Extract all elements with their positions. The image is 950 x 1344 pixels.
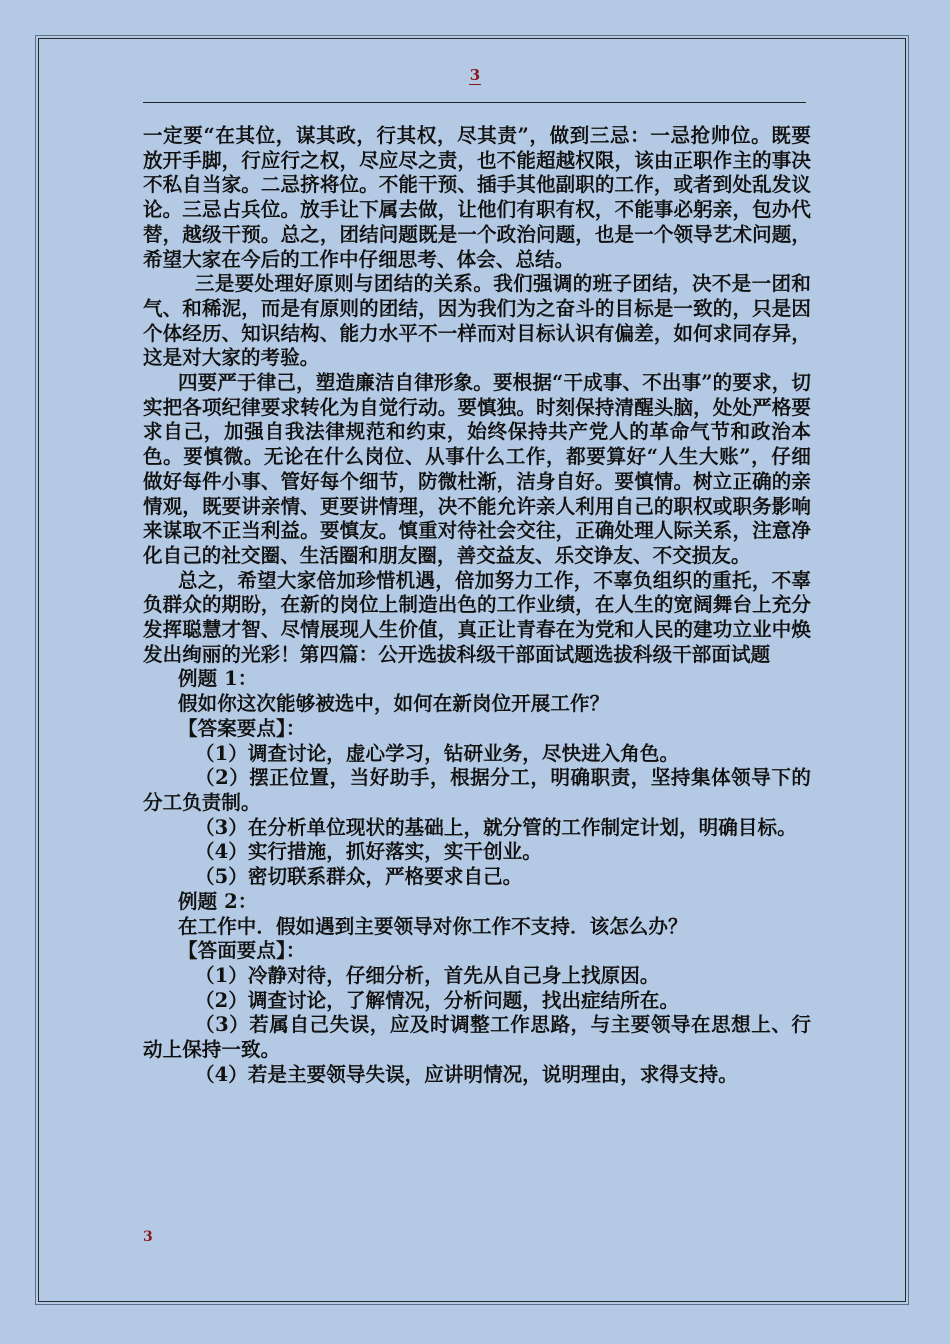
answer-item: （4）若是主要领导失误，应讲明情况，说明理由，求得支持。 bbox=[195, 1062, 738, 1086]
example-label: 例题 2： bbox=[178, 889, 258, 913]
document-body bbox=[143, 124, 811, 1087]
example-question: 假如你这次能够被选中，如何在新岗位开展工作？ bbox=[178, 692, 610, 716]
answer-item: （5）密切联系群众，严格要求自己。 bbox=[195, 865, 523, 889]
paragraph: 一定要“在其位，谋其政，行其权，尽其责”，做到三忌：一忌抢帅位。既要放开手脚，行应行之权，尽应尽之责，也不能超越权限，该由正职作主的事决不私自当家。二忌挤将位。不能干预、插手其他副职的工作，或者到处乱发议论。三忌占兵位。放手让下属去做，让他们有职有权，不能事必躬亲，包办代替，越级干预。总之，团结问题既是一个政治问题，也是一个领导艺术问题，希望大家在今后的工作中仔细思考、体会、总结。 bbox=[143, 124, 811, 271]
answer-key-heading: 【答面要点】： bbox=[178, 939, 306, 963]
paragraph: 三是要处理好原则与团结的关系。我们强调的班子团结，决不是一团和气、和稀泥，而是有原则的团结，因为我们为之奋斗的目标是一致的，只是因个体经历、知识结构、能力水平不一样而对目标认识有偏差，如何求同存异，这是对大家的考验。 bbox=[143, 272, 811, 370]
answer-item: （3）在分析单位现状的基础上，就分管的工作制定计划，明确目标。 bbox=[195, 815, 797, 839]
footer-page-number: 3 bbox=[143, 1229, 153, 1245]
header-page-number: 3 bbox=[469, 66, 481, 84]
example-label: 例题 1： bbox=[178, 667, 258, 691]
answer-item: （2）摆正位置，当好助手，根据分工，明确职责，坚持集体领导下的分工负责制。 bbox=[143, 766, 811, 814]
answer-item: （3）若属自己失误，应及时调整工作思路，与主要领导在思想上、行动上保持一致。 bbox=[143, 1013, 811, 1062]
answer-key-heading: 【答案要点】： bbox=[178, 716, 306, 740]
example-question: 在工作中．假如遇到主要领导对你工作不支持．该怎么办？ bbox=[178, 914, 688, 938]
answer-item: （2）调查讨论，了解情况，分析问题，找出症结所在。 bbox=[195, 988, 680, 1012]
answer-item: （4）实行措施，抓好落实，实干创业。 bbox=[195, 840, 542, 864]
header-divider bbox=[143, 102, 806, 103]
answer-item: （1）调查讨论，虚心学习，钻研业务，尽快进入角色。 bbox=[195, 741, 680, 765]
paragraph: 四要严于律己，塑造廉洁自律形象。要根据“干成事、不出事”的要求，切实把各项纪律要求转化为自觉行动。要慎独。时刻保持清醒头脑，处处严格要求自己，加强自我法律规范和约束，始终保持共产党人的革命气节和政治本色。要慎微。无论在什么岗位、从事什么工作，都要算好“人生大账”，仔细做好每件小事、管好每个细节，防微杜渐，洁身自好。要慎情。树立正确的亲情观，既要讲亲情、更要讲情理，决不能允许亲人利用自己的职权或职务影响来谋取不正当利益。要慎友。慎重对待社会交往，正确处理人际关系，注意净化自己的社交圈、生活圈和朋友圈，善交益友、乐交诤友、不交损友。 bbox=[143, 371, 811, 567]
paragraph: 总之，希望大家倍加珍惜机遇，倍加努力工作，不辜负组织的重托，不辜负群众的期盼，在新的岗位上制造出色的工作业绩，在人生的宽阔舞台上充分发挥聪慧才智、尽情展现人生价值，真正让青春在为党和人民的建功立业中焕发出绚丽的光彩！第四篇：公开选拔科级干部面试题选拔科级干部面试题 bbox=[143, 568, 811, 666]
answer-item: （1）冷静对待，仔细分析，首先从自己身上找原因。 bbox=[195, 963, 660, 987]
